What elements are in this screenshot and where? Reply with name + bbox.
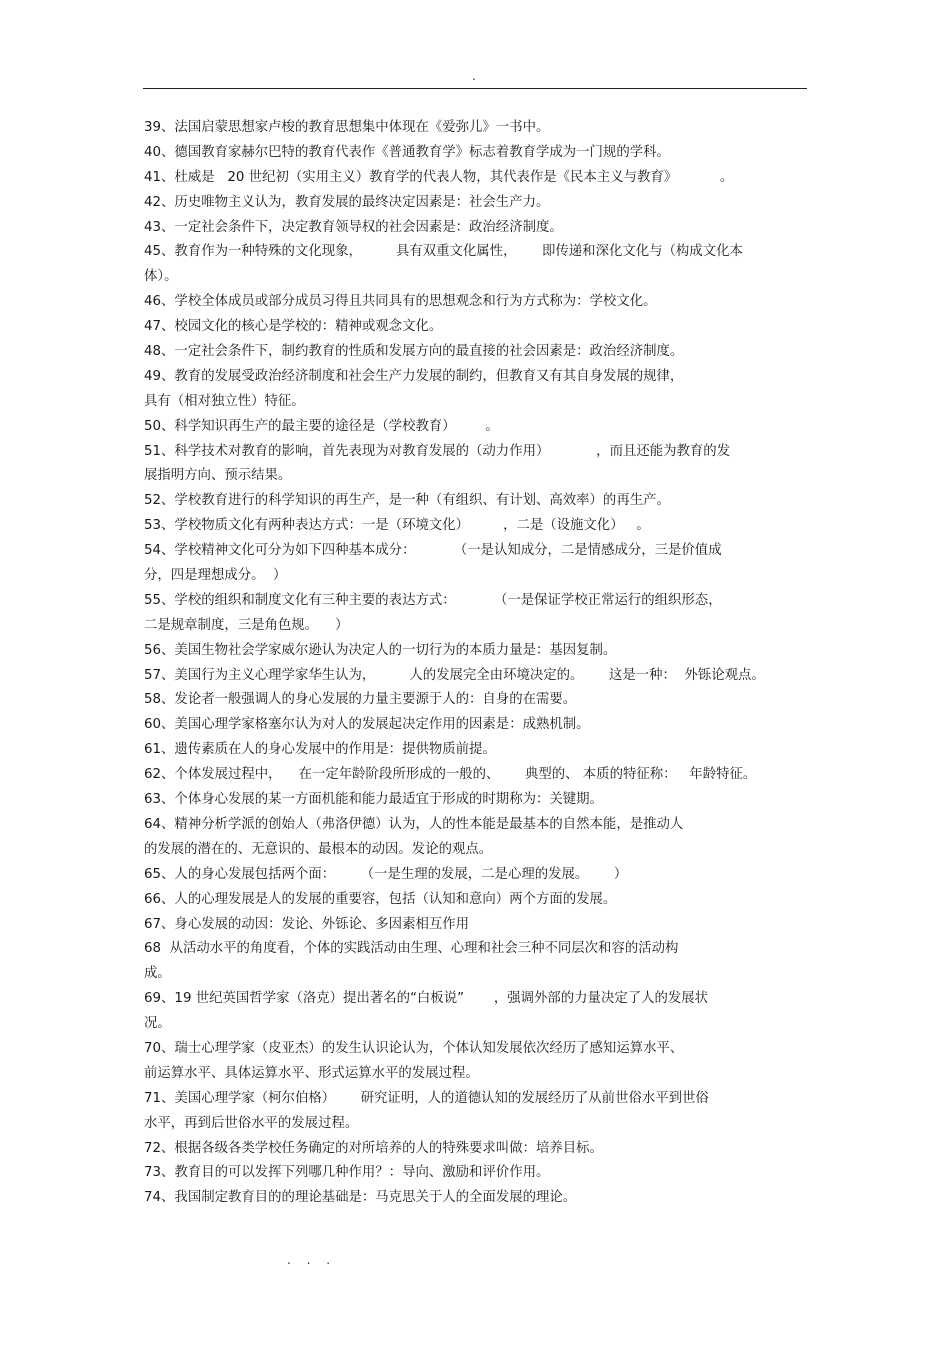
text-line: 73、教育目的可以发挥下列哪几种作用？：导向、激励和评价作用。 xyxy=(144,1165,550,1181)
text-line: 68 从活动水平的角度看，个体的实践活动由生理、心理和社会三种不同层次和容的活动构 xyxy=(144,941,679,957)
text-line: 54、学校精神文化可分为如下四种基本成分： （一是认知成分，二是情感成分，三是价值成 xyxy=(144,543,722,559)
text-line: 51、科学技术对教育的影响，首先表现为对教育发展的（动力作用） ，而且还能为教育的发 xyxy=(144,443,731,459)
text-line: 的发展的潜在的、无意识的、最根本的动因。发论的观点。 xyxy=(144,841,493,857)
text-line: 65、人的身心发展包括两个面： （一是生理的发展，二是心理的发展。 ） xyxy=(144,866,628,882)
text-line: 水平，再到后世俗水平的发展过程。 xyxy=(144,1115,359,1131)
text-line: 49、教育的发展受政治经济制度和社会生产力发展的制约，但教育又有其自身发展的规律， xyxy=(144,368,684,384)
text-line: 成。 xyxy=(144,966,171,982)
text-line: 64、精神分析学派的创始人（弗洛伊德）认为，人的性本能是最基本的自然本能，是推动人 xyxy=(144,816,684,832)
header-mark: . xyxy=(472,69,476,83)
text-line: 55、学校的组织和制度文化有三种主要的表达方式： （一是保证学校正常运行的组织形态， xyxy=(144,592,722,608)
text-line: 况。 xyxy=(144,1016,171,1032)
text-line: 58、发论者一般强调人的身心发展的力量主要源于人的：自身的在需要。 xyxy=(144,692,577,708)
text-line: 57、美国行为主义心理学家华生认为， 人的发展完全由环境决定的。 这是一种： 外铄论观点。 xyxy=(144,667,765,683)
text-line: 41、杜威是 20 世纪初（实用主义）教育学的代表人物，其代表作是《民本主义与教育》 。 xyxy=(144,169,734,185)
text-line: 具有（相对独立性）特征。 xyxy=(144,393,305,409)
text-line: 61、遗传素质在人的身心发展中的作用是：提供物质前提。 xyxy=(144,742,496,758)
text-line: 66、人的心理发展是人的发展的重要容，包括（认知和意向）两个方面的发展。 xyxy=(144,891,617,907)
text-line: 48、一定社会条件下，制约教育的性质和发展方向的最直接的社会因素是：政治经济制度。 xyxy=(144,344,684,360)
text-line: 72、根据各级各类学校任务确定的对所培养的人的特殊要求叫做：培养目标。 xyxy=(144,1140,603,1156)
text-line: 67、身心发展的动因：发论、外铄论、多因素相互作用 xyxy=(144,916,470,932)
text-line: 62、个体发展过程中， 在一定年龄阶段所形成的一般的、 典型的、 本质的特征称： 年龄特征。 xyxy=(144,767,757,783)
document-body xyxy=(144,116,809,1211)
text-line: 60、美国心理学家格塞尔认为对人的发展起决定作用的因素是：成熟机制。 xyxy=(144,717,590,733)
text-line: 体）。 xyxy=(144,269,178,285)
text-line: 52、学校教育进行的科学知识的再生产，是一种（有组织、有计划、高效率）的再生产。 xyxy=(144,493,670,509)
text-line: 分，四是理想成分。 ） xyxy=(144,568,287,584)
text-line: 47、校园文化的核心是学校的：精神或观念文化。 xyxy=(144,319,443,335)
text-line: 前运算水平、具体运算水平、形式运算水平的发展过程。 xyxy=(144,1065,479,1081)
text-line: 45、教育作为一种特殊的文化现象， 具有双重文化属性， 即传递和深化文化与（构成文化本 xyxy=(144,244,743,260)
text-line: 53、学校物质文化有两种表达方式：一是（环境文化） ，二是（设施文化） 。 xyxy=(144,518,650,534)
footer-dots: . . . xyxy=(287,1253,337,1267)
text-line: 展指明方向、预示结果。 xyxy=(144,468,292,484)
header-rule xyxy=(143,88,807,89)
text-line: 46、学校全体成员或部分成员习得且共同具有的思想观念和行为方式称为：学校文化。 xyxy=(144,294,657,310)
text-line: 70、瑞士心理学家（皮亚杰）的发生认识论认为，个体认知发展依次经历了感知运算水平、 xyxy=(144,1040,684,1056)
text-line: 71、美国心理学家（柯尔伯格） 研究证明，人的道德认知的发展经历了从前世俗水平到世俗 xyxy=(144,1090,709,1106)
text-line: 42、历史唯物主义认为，教育发展的最终决定因素是：社会生产力。 xyxy=(144,194,550,210)
text-line: 56、美国生物社会学家威尔逊认为决定人的一切行为的本质力量是：基因复制。 xyxy=(144,642,617,658)
text-line: 43、一定社会条件下，决定教育领导权的社会因素是：政治经济制度。 xyxy=(144,219,563,235)
text-line: 63、个体身心发展的某一方面机能和能力最适宜于形成的时期称为：关键期。 xyxy=(144,792,603,808)
text-line: 50、科学知识再生产的最主要的途径是（学校教育） 。 xyxy=(144,418,499,434)
text-line: 69、19 世纪英国哲学家（洛克）提出著名的“白板说” ，强调外部的力量决定了人的发展状 xyxy=(144,991,709,1007)
text-line: 74、我国制定教育目的的理论基础是：马克思关于人的全面发展的理论。 xyxy=(144,1190,577,1206)
text-line: 二是规章制度，三是角色规。 ） xyxy=(144,617,349,633)
text-line: 39、法国启蒙思想家卢梭的教育思想集中体现在《爱弥儿》一书中。 xyxy=(144,120,550,135)
text-line: 40、德国教育家赫尔巴特的教育代表作《普通教育学》标志着教育学成为一门规的学科。 xyxy=(144,144,670,160)
